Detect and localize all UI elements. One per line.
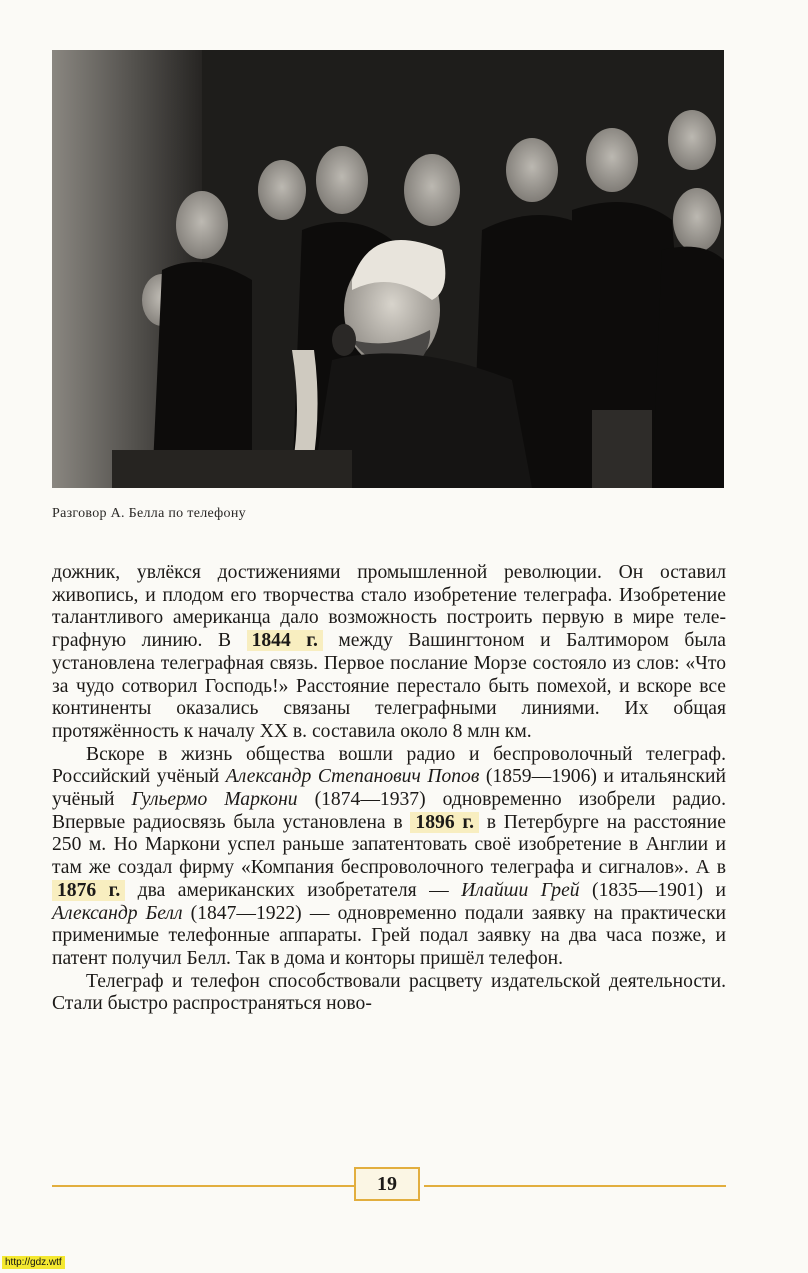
footer-rule-right	[424, 1185, 726, 1187]
person-name: Илайши Грей	[461, 879, 580, 901]
text-run: (1835—1901) и	[579, 879, 727, 901]
person-name: Александр Степанович Попов	[225, 766, 480, 788]
photo-illustration	[52, 50, 724, 488]
paragraph	[52, 562, 726, 744]
text-run: (1859—1906) и итальянский учёный	[52, 766, 726, 811]
paragraph	[52, 744, 726, 971]
text-run: два американских изобретателя —	[125, 879, 462, 901]
year-highlight: 1844 г.	[247, 630, 323, 651]
watermark-link[interactable]: http://gdz.wtf	[2, 1256, 65, 1269]
text-run: Телеграф и телефон способствовали расцвету издательской деятельности. Стали быстро распространяться ново-	[52, 970, 726, 1015]
historic-photo	[52, 50, 724, 488]
photo-caption: Разговор А. Белла по телефону	[52, 506, 246, 521]
footer-rule-left	[52, 1185, 354, 1187]
page-number: 19	[354, 1167, 420, 1201]
text-run: в Петербурге на расстояние 250 м. Но Маркони успел раньше запатентовать своё изобретение в Англии и там же создал фирму «Компания беспроволочного телеграфа и сигналов». А в	[52, 811, 726, 879]
paragraph	[52, 971, 726, 1016]
text-run: между Вашингтоном и Балтимором была установлена телеграфная связь. Первое послание Морзе состояло из слов: «Что за чудо сотворил Господь!» Расстояние перестало быть помехой, и вскоре все континенты оказались связаны телеграфными линиями. Их общая протяжённость к началу XX в. составила около 8 млн км.	[52, 630, 726, 742]
body-text	[52, 562, 726, 1016]
text-run: (1847—1922) — одновременно подали заявку на практически применимые телефонные аппараты. Грей подал заявку на два часа позже, и патент получил Белл. Так в дома и конторы пришёл телефон.	[52, 902, 726, 969]
year-highlight: 1876 г.	[52, 880, 125, 901]
text-run: (1874—1937) одновременно изобрели радио. Впервые радиосвязь была установлена в	[52, 789, 726, 833]
text-run: Вскоре в жизнь общества вошли радио и беспроволочный телеграф. Российский учёный	[52, 743, 726, 788]
year-highlight: 1896 г.	[410, 812, 479, 833]
person-name: Александр Белл	[52, 902, 183, 924]
text-run: дожник, увлёкся достижениями промышленной революции. Он оставил живопись, и плодом его творчества стало изобретение телеграфа. Изобретение талантливого американца дало возможность построить первую в мире телеграфную линию. В	[52, 562, 726, 652]
person-name: Гульермо Маркони	[131, 789, 298, 811]
